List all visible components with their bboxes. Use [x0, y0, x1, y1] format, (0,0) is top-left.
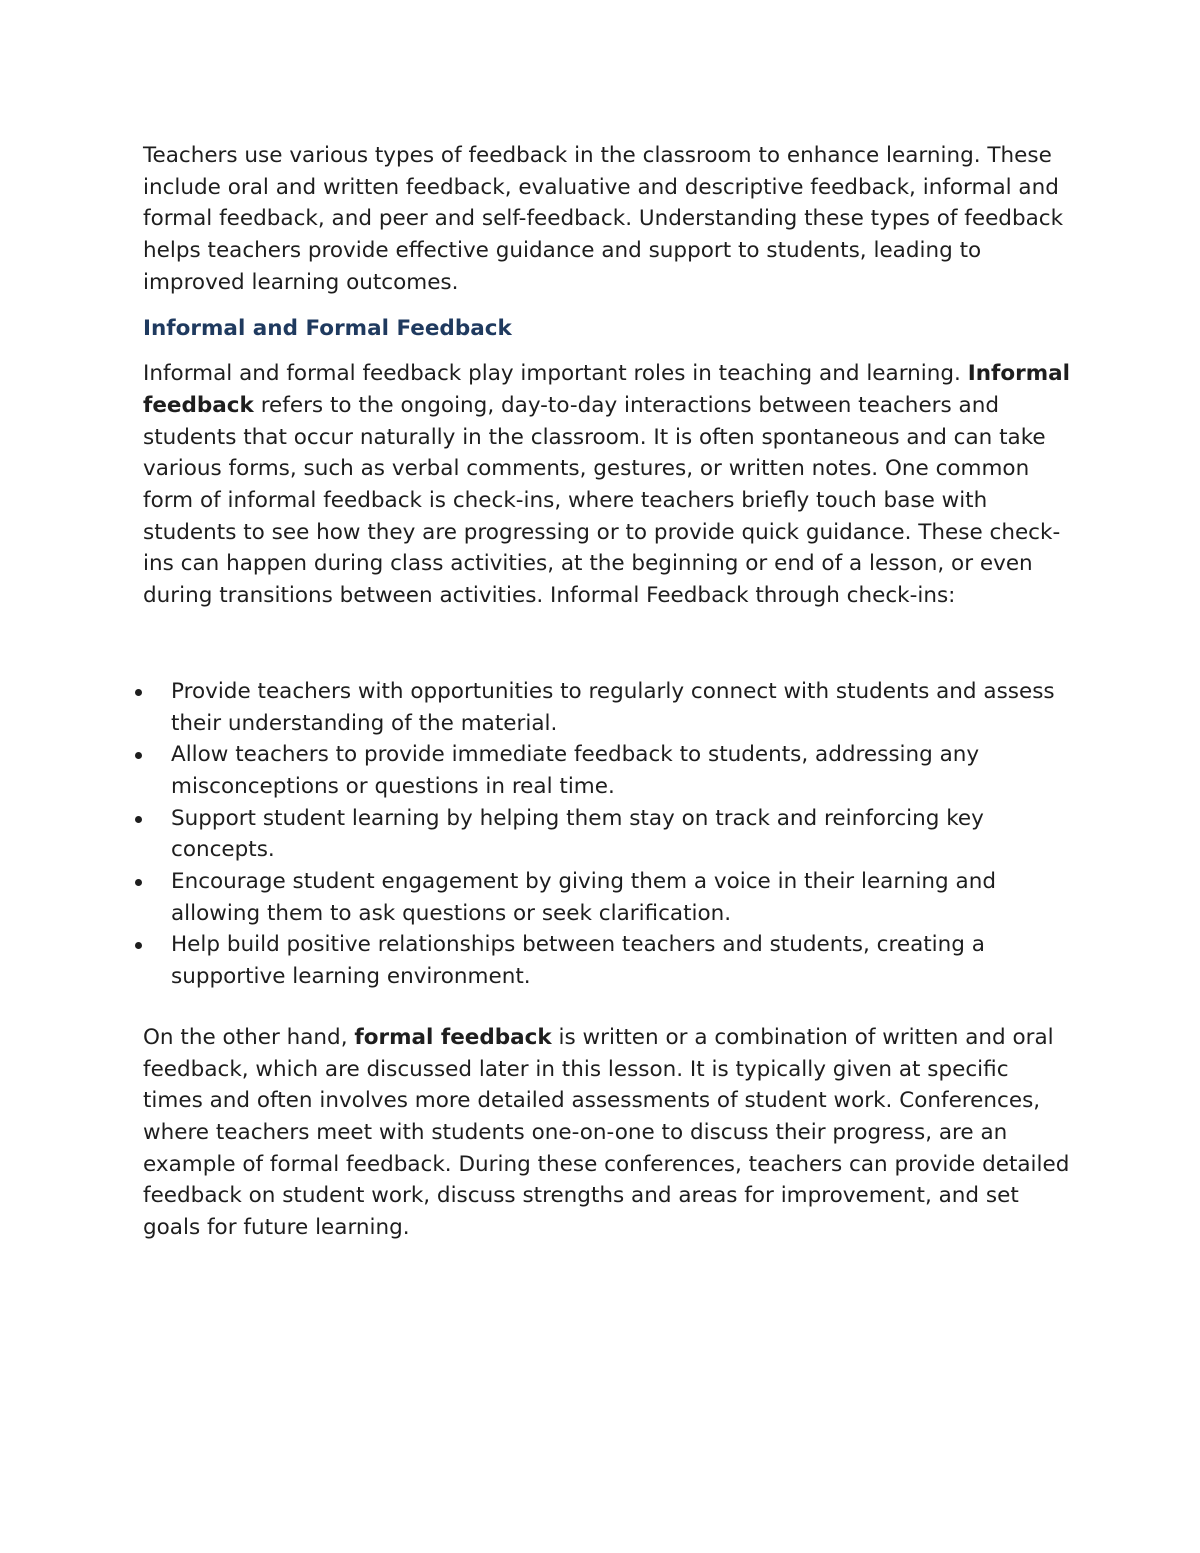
- list-item-text: Encourage student engagement by giving them a voice in their learning and allowing them to ask questions or seek clarification.: [171, 869, 996, 926]
- informal-feedback-paragraph: [143, 358, 1073, 612]
- list-item: [143, 803, 1073, 866]
- list-item-text: Provide teachers with opportunities to regularly connect with students and assess their understanding of the material.: [171, 678, 1055, 736]
- formal-lead-text: On the other hand,: [143, 1024, 355, 1050]
- list-item: [143, 676, 1073, 739]
- informal-body-text: refers to the ongoing, day-to-day interactions between teachers and students that occur naturally in the classroom. It is often spontaneous and can take various forms, such as verbal comments, gestures, or written notes. One common form of informal feedback is check-ins, where teachers briefly touch base with students to see how they are progressing or to provide quick guidance. These check-ins can happen during class activities, at the beginning or end of a lesson, or even during transitions between activities. Informal Feedback through check-ins:: [143, 392, 1061, 609]
- bullet-icon: [135, 816, 142, 823]
- list-item-text: Support student learning by helping them stay on track and reinforcing key concepts.: [171, 805, 984, 863]
- informal-lead-text: Informal and formal feedback play important roles in teaching and learning.: [143, 361, 968, 387]
- informal-feedback-term: Informal feedback: [143, 361, 1071, 418]
- bullet-icon: [135, 942, 142, 949]
- list-item-text: Help build positive relationships between teachers and students, creating a supportive learning environment.: [171, 932, 985, 990]
- checkins-list: [143, 676, 1073, 993]
- list-item: [143, 929, 1073, 992]
- formal-feedback-term: formal feedback: [354, 1024, 552, 1050]
- list-item: [143, 739, 1073, 802]
- section-heading: Informal and Formal Feedback: [143, 315, 512, 341]
- intro-paragraph: Teachers use various types of feedback in the classroom to enhance learning. These include oral and written feedback, evaluative and descriptive feedback, informal and formal feedback, and peer and self-feedback. Understanding these types of feedback helps teachers provide effective guidance and support to students, leading to improved learning outcomes.: [143, 143, 1064, 295]
- formal-body-text: is written or a combination of written and oral feedback, which are discussed later in this lesson. It is typically given at specific times and often involves more detailed assessments of student work. Conferences, where teachers meet with students one-on-one to discuss their progress, are an example of formal feedback. During these conferences, teachers can provide detailed feedback on student work, discuss strengths and areas for improvement, and set goals for future learning.: [143, 1024, 1070, 1241]
- bullet-icon: [135, 752, 142, 759]
- list-item: [143, 866, 1073, 929]
- bullet-icon: [135, 689, 142, 696]
- document-page: [143, 140, 1073, 1244]
- formal-feedback-paragraph: [143, 1022, 1073, 1244]
- list-item-text: Allow teachers to provide immediate feedback to students, addressing any misconceptions or questions in real time.: [171, 742, 980, 799]
- bullet-icon: [135, 879, 142, 886]
